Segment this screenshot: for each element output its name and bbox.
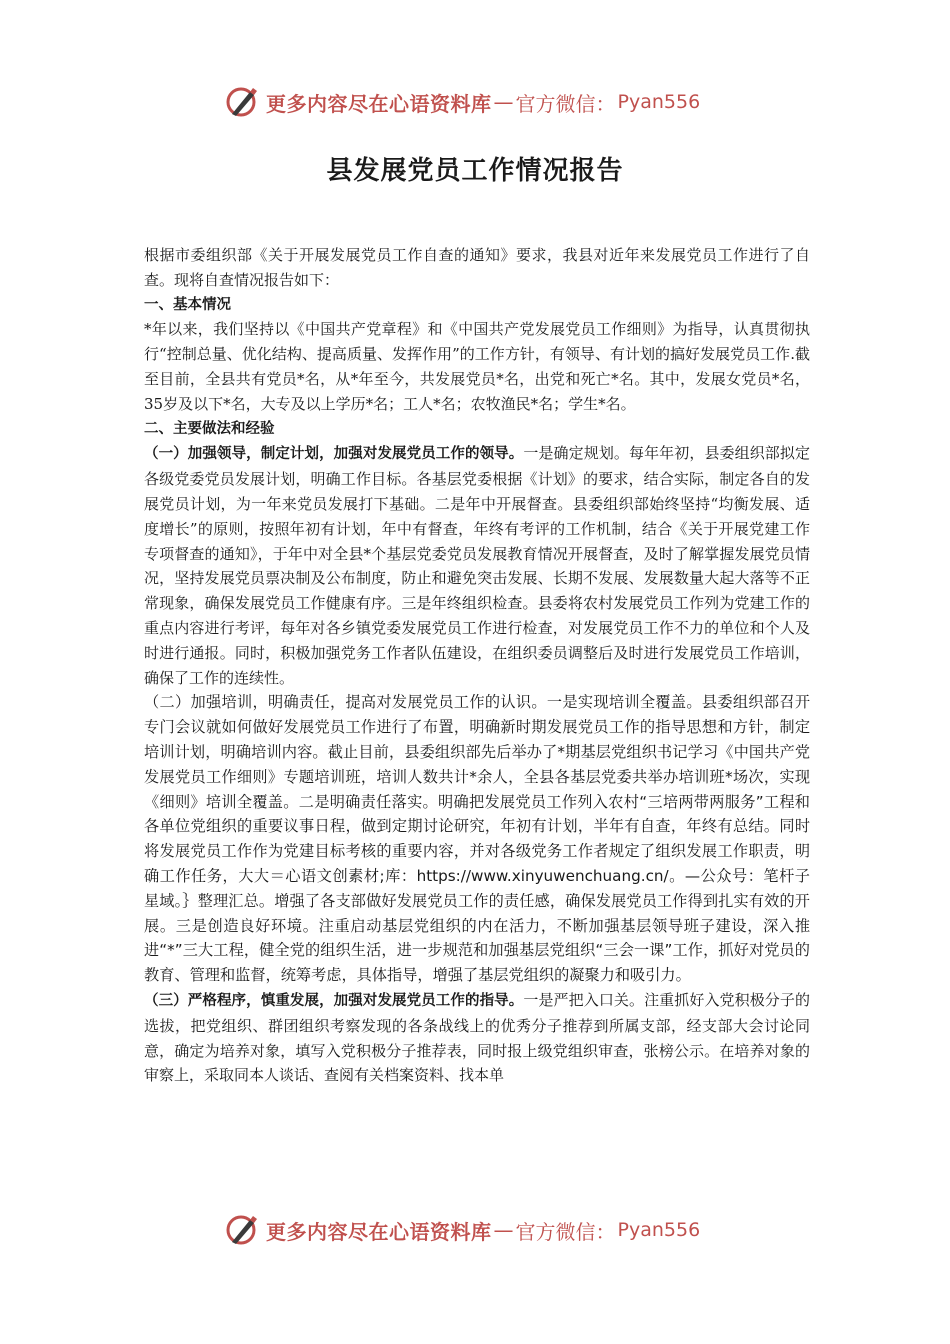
section-1-heading: 一、基本情况 bbox=[144, 296, 231, 313]
banner-dash: — bbox=[493, 90, 514, 114]
banner-wechat-label: 官方微信： bbox=[515, 1219, 616, 1244]
subsection-1-paragraph bbox=[144, 441, 810, 690]
subsection-3-body: 一是严把入口关。注重抓好入党积极分子的选拔，把党组织、群团组织考察发现的各条战线上的优秀分子推荐到所属支部，经支部大会讨论同意，确定为培养对象，填写入党积极分子推荐表，同时报上级党组织审查，张榜公示。在培养对象的审察上，采取同本人谈话、查阅有关档案资料、找本单 bbox=[144, 990, 810, 1085]
subsection-1-body: 一是确定规划。每年年初，县委组织部拟定各级党委党员发展计划，明确工作目标。各基层党委根据《计划》的要求，结合实际，制定各自的发展党员计划，为一年来党员发展打下基础。二是年中开展督查。县委组织部始终坚持“均衡发展、适度增长”的原则，按照年初有计划，年中有督查，年终有考评的工作机制，结合《关于开展党建工作专项督查的通知》，于年中对全县*个基层党委党员发展教育情况开展督查，及时了解掌握发展党员情况，坚持发展党员票决制及公布制度，防止和避免突击发展、长期不发展、发展数量大起大落等不正常现象，确保发展党员工作健康有序。三是年终组织检查。县委将农村发展党员工作列为党建工作的重点内容进行考评，每年对各乡镇党委发展党员工作进行检查，对发展党员工作不力的单位和个人及时进行通报。同时，积极加强党务工作者队伍建设，在组织委员调整后及时进行发展党员工作培训，确保了工作的连续性。 bbox=[144, 444, 810, 687]
pen-logo-icon bbox=[224, 84, 260, 120]
subsection-2-paragraph: （二）加强培训，明确责任，提高对发展党员工作的认识。一是实现培训全覆盖。县委组织部召开专门会议就如何做好发展党员工作进行了布置，明确新时期发展党员工作的指导思想和方针，制定培训计划，明确培训内容。截止目前，县委组织部先后举办了*期基层党组织书记学习《中国共产党发展党员工作细则》专题培训班，培训人数共计*余人，全县各基层党委共举办培训班*场次，实现《细则》培训全覆盖。二是明确责任落实。明确把发展党员工作列入农村“三培两带两服务”工程和各单位党组织的重要议事日程，做到定期讨论研究，年初有计划，半年有自查，年终有总结。同时将发展党员工作作为党建目标考核的重要内容，并对各级党务工作者规定了组织发展工作职责，明确工作任务，大大＝心语文创素材;库：https://www.xinyuwenchuang.cn/。—公众号：笔杆子星域。｝整理汇总。增强了各支部做好发展党员工作的责任感，确保发展党员工作得到扎实有效的开展。三是创造良好环境。注重启动基层党组织的内在活力，不断加强基层领导班子建设，深入推进“*”三大工程，健全党的组织生活，进一步规范和加强基层党组织“三会一课”工作，抓好对党员的教育、管理和监督，统筹考虑，具体指导，增强了基层党组织的凝聚力和吸引力。 bbox=[144, 693, 810, 985]
banner-text: 更多内容尽在心语资料库 bbox=[266, 1219, 492, 1244]
footer-banner bbox=[224, 1210, 744, 1250]
page-title: 县发展党员工作情况报告 bbox=[326, 156, 624, 186]
banner-text: 更多内容尽在心语资料库 bbox=[266, 91, 492, 116]
pen-logo-icon bbox=[224, 1212, 260, 1248]
header-banner bbox=[224, 82, 744, 122]
subsection-1-lead: （一）加强领导，制定计划，加强对发展党员工作的领导。 bbox=[144, 446, 524, 463]
banner-wechat-id: Pyan556 bbox=[617, 91, 701, 113]
intro-paragraph: 根据市委组织部《关于开展发展党员工作自查的通知》要求，我县对近年来发展党员工作进行了自查。现将自查情况报告如下： bbox=[144, 246, 810, 289]
subsection-3-lead: （三）严格程序，慎重发展，加强对发展党员工作的指导。 bbox=[144, 992, 524, 1009]
banner-dash: — bbox=[493, 1218, 514, 1242]
document-body bbox=[144, 243, 810, 1088]
banner-wechat-label: 官方微信： bbox=[515, 91, 616, 116]
section-1-body: *年以来，我们坚持以《中国共产党章程》和《中国共产党发展党员工作细则》为指导，认真贯彻执行“控制总量、优化结构、提高质量、发挥作用”的工作方针，有领导、有计划的搞好发展党员工作.截至目前，全县共有党员*名，从*年至今，共发展党员*名，出党和死亡*名。其中，发展女党员*名，35岁及以下*名，大专及以上学历*名；工人*名；农牧渔民*名；学生*名。 bbox=[144, 320, 810, 413]
banner-wechat-id: Pyan556 bbox=[617, 1219, 701, 1241]
section-2-heading: 二、主要做法和经验 bbox=[144, 420, 275, 437]
subsection-3-paragraph bbox=[144, 988, 810, 1088]
